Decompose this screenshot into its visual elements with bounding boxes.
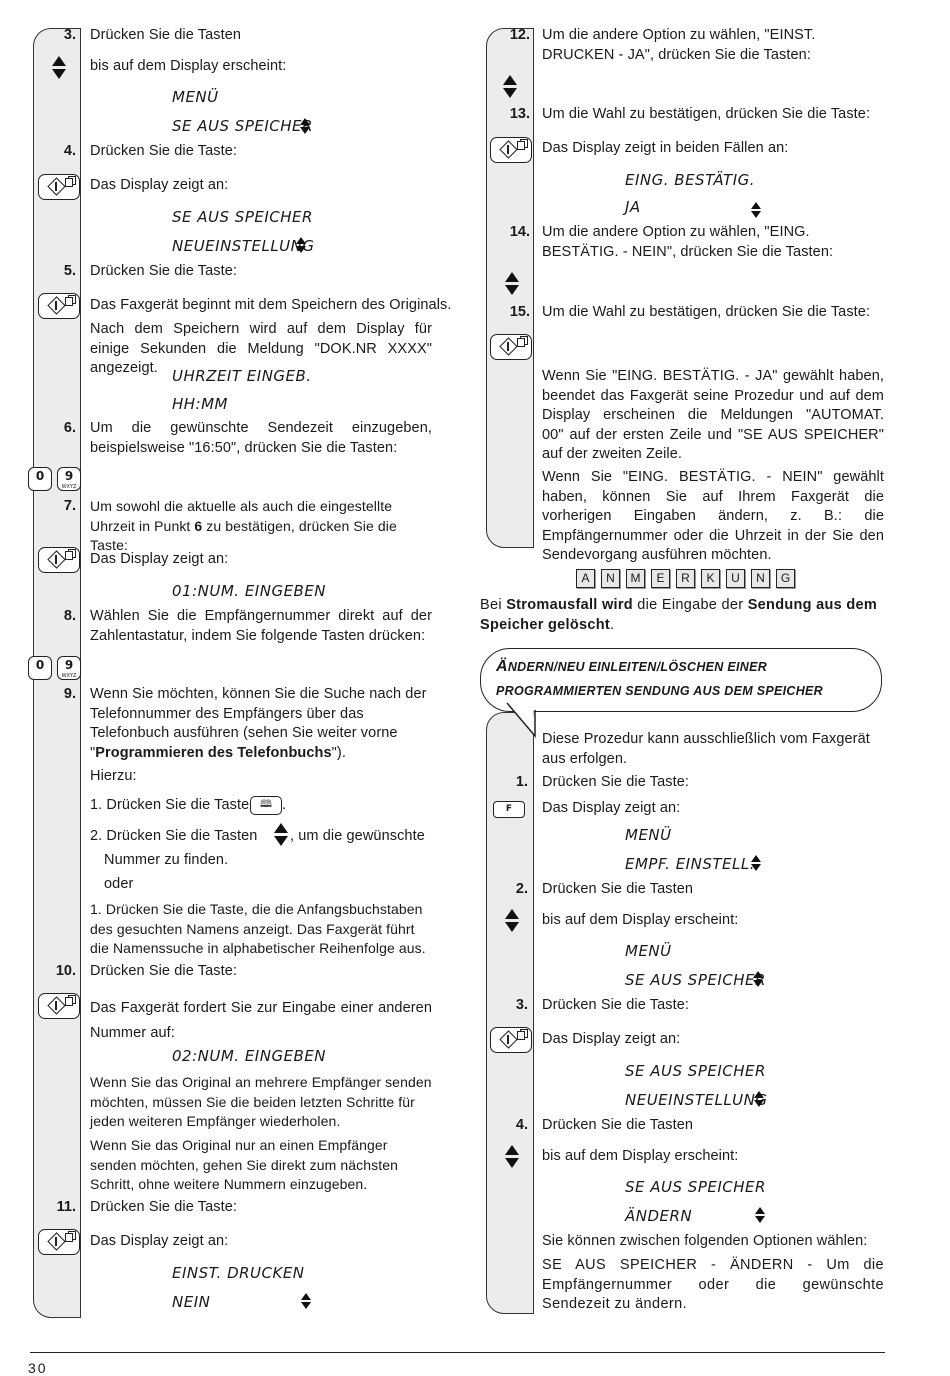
step-text: Drücken Sie die Taste:: [542, 774, 690, 790]
key-0-icon: 0: [28, 467, 52, 491]
heading-initial: Ä: [496, 658, 508, 675]
note-heading-letter: G: [776, 569, 795, 588]
display-line: MENÜ: [625, 942, 672, 960]
display-line: SE AUS SPEICHER: [625, 1178, 766, 1196]
step-number: 3.: [63, 27, 76, 43]
section-heading: PROGRAMMIERTEN SENDUNG AUS DEM SPEICHER: [496, 684, 824, 698]
text-part: .: [610, 616, 615, 633]
display-line: ÄNDERN: [625, 1207, 693, 1225]
text-bold: 6: [194, 517, 203, 534]
step-text: , um die gewünschte: [290, 828, 425, 844]
step-text: Wenn Sie "EING. BESTÄTIG. - JA" gewählt haben, beendet das Faxgerät seine Prozedur und auf dem Display erscheinen die Meldungen "AUTOMAT. 00" auf der ersten Zeile und "SE AUS SPEICHER" auf der zweiten Zeile.: [542, 368, 901, 462]
text-part: Bei: [480, 597, 507, 613]
function-key-icon: F: [493, 801, 525, 818]
key-0-icon: 0: [28, 656, 52, 680]
step-text: oder: [104, 876, 134, 892]
note-heading-letter: U: [726, 569, 745, 588]
note-heading-letter: E: [651, 569, 670, 588]
text-part: Um sowohl die aktuelle als auch die eingestellte Uhrzeit in Punkt: [90, 498, 393, 534]
note-heading: [576, 569, 801, 588]
step-number: 11.: [56, 1199, 76, 1215]
step-text: Um die andere Option zu wählen, "EINST. DRUCKEN - JA", drücken Sie die Tasten:: [542, 27, 816, 63]
start-key-icon: [38, 1229, 80, 1255]
step-text: Drücken Sie die Tasten: [542, 881, 694, 897]
display-line: SE AUS SPEICHER: [172, 208, 313, 226]
start-key-icon: [38, 993, 80, 1019]
display-line: SE AUS SPEICHER: [625, 971, 766, 989]
display-line: MENÜ: [625, 826, 672, 844]
key-9-icon: [57, 467, 81, 491]
step-number: 4.: [515, 1117, 528, 1133]
start-key-icon: [38, 174, 80, 200]
step-text: Hierzu:: [90, 768, 137, 784]
step-number: 5.: [63, 263, 76, 279]
step-number: 9.: [63, 686, 76, 702]
step-text: bis auf dem Display erscheint:: [542, 1148, 739, 1164]
section-heading: [496, 654, 767, 680]
step-text: Nummer zu finden.: [104, 852, 229, 868]
step-text: Wenn Sie das Original nur an einen Empfänger senden möchten, gehen Sie direkt zum nächsten Schritt, ohne weitere Nummern einzugeben.: [90, 1137, 399, 1192]
step-text: Das Display zeigt in beiden Fällen an:: [542, 140, 789, 156]
start-key-icon: [490, 1027, 532, 1053]
step-text: Drücken Sie die Taste:: [90, 263, 238, 279]
note-text: [480, 596, 885, 635]
step-number: 7.: [63, 498, 76, 514]
step-text: Um die Wahl zu bestätigen, drücken Sie die Taste:: [542, 106, 871, 122]
display-line: NEUEINSTELLUNG: [625, 1091, 768, 1109]
display-line: EING. BESTÄTIG.: [625, 171, 756, 189]
step-text: Wählen Sie die Empfängernummer direkt auf der Zahlentastatur, indem Sie folgende Tasten drücken:: [90, 608, 432, 644]
text-part: zu bestätigen, drücken Sie die Taste:: [90, 517, 397, 553]
bubble-tail: [505, 700, 545, 740]
step-number: 6.: [63, 420, 76, 436]
step-number: 12.: [509, 27, 530, 43]
step-text: Das Faxgerät beginnt mit dem Speichern des Originals.: [90, 297, 452, 313]
text-part: ").: [331, 744, 346, 761]
step-text: Drücken Sie die Taste:: [90, 143, 238, 159]
step-number: 14.: [509, 224, 530, 240]
note-heading-letter: A: [576, 569, 595, 588]
display-line: NEUEINSTELLUNG: [172, 237, 315, 255]
step-text: Das Display zeigt an:: [90, 1233, 229, 1249]
start-key-icon: [38, 293, 80, 319]
step-text: [90, 497, 435, 556]
step-text: Drücken Sie die Tasten: [542, 1117, 694, 1133]
display-line: UHRZEIT EINGEB.: [172, 367, 312, 385]
display-line: NEIN: [172, 1293, 211, 1311]
key-digit: 9: [64, 469, 74, 483]
text-part: die Eingabe der: [632, 597, 748, 613]
step-text: [90, 685, 432, 763]
step-text: Um die Wahl zu bestätigen, drücken Sie die Taste:: [542, 304, 871, 320]
step-text: Das Display zeigt an:: [90, 551, 229, 567]
key-letters: WXYZ: [61, 484, 77, 490]
step-text: bis auf dem Display erscheint:: [90, 58, 287, 74]
step-text: Drücken Sie die Taste:: [542, 997, 690, 1013]
display-line: EINST. DRUCKEN: [172, 1264, 305, 1282]
step-text-dot: .: [282, 797, 287, 813]
step-text: Wenn Sie das Original an mehrere Empfänger senden möchten, müssen Sie die beiden letzten Schritte für jeden weiteren Empfänger wiederholen.: [90, 1074, 432, 1129]
step-number: 13.: [509, 106, 530, 122]
start-key-icon: [490, 334, 532, 360]
step-text: 1. Drücken Sie die Taste, die die Anfangsbuchstaben des gesuchten Namens anzeigt. Das Faxgerät führt die Namenssuche in alphabetischer Reihenfolge aus.: [90, 901, 426, 956]
start-key-icon: [38, 547, 80, 573]
text-bold: Sendung aus dem Speicher gelöscht: [480, 597, 878, 633]
step-number: 15.: [509, 304, 530, 320]
note-heading-letter: K: [701, 569, 720, 588]
step-number: 3.: [515, 997, 528, 1013]
display-line: MENÜ: [172, 88, 219, 106]
step-text: Das Display zeigt an:: [542, 800, 681, 816]
display-line: SE AUS SPEICHER: [625, 1062, 766, 1080]
page-number: 30: [28, 1360, 48, 1376]
step-text: Um die andere Option zu wählen, "EING. BESTÄTIG. - NEIN", drücken Sie die Tasten:: [542, 224, 834, 260]
note-heading-letter: R: [676, 569, 695, 588]
step-text: Das Faxgerät fordert Sie zur Eingabe einer anderen Nummer auf:: [90, 1000, 432, 1041]
text-part: Wenn Sie möchten, können Sie die Suche nach der Telefonnummer des Empfängers über das Telefonbuch ausführen (sehen Sie weiter vorne ": [90, 686, 427, 761]
step-text: Nach dem Speichern wird auf dem Display für einige Sekunden die Meldung "DOK.NR XXXX" angezeigt.: [90, 321, 432, 376]
step-text: bis auf dem Display erscheint:: [542, 912, 739, 928]
display-line: EMPF. EINSTELL.: [625, 855, 755, 873]
footer-rule: [30, 1352, 885, 1353]
display-line: HH:MM: [172, 395, 228, 413]
text-bold: Programmieren des Telefonbuchs: [95, 744, 332, 761]
step-number: 4.: [63, 143, 76, 159]
key-9-icon: [57, 656, 81, 680]
step-text: Um die gewünschte Sendezeit einzugeben, beispielsweise "16:50", drücken Sie die Tasten:: [90, 420, 432, 456]
intro-text: Diese Prozedur kann ausschließlich vom Faxgerät aus erfolgen.: [542, 731, 870, 767]
step-number: 2.: [515, 881, 528, 897]
step-text: 2. Drücken Sie die Tasten: [90, 828, 258, 844]
note-heading-letter: N: [751, 569, 770, 588]
heading-text: NDERN/NEU EINLEITEN/LÖSCHEN EINER: [507, 660, 768, 674]
start-key-icon: [490, 137, 532, 163]
step-number: 10.: [55, 963, 76, 979]
display-line: JA: [625, 198, 641, 216]
step-text: SE AUS SPEICHER - ÄNDERN - Um die Empfängernummer oder die gewünschte Sendezeit zu ändern.: [542, 1257, 884, 1312]
step-text: Drücken Sie die Taste:: [90, 1199, 238, 1215]
note-heading-letter: M: [626, 569, 645, 588]
step-number: 1.: [515, 774, 528, 790]
text-bold: Stromausfall wird: [506, 597, 633, 613]
step-text: Drücken Sie die Taste:: [90, 963, 238, 979]
display-line: 02:NUM. EINGEBEN: [172, 1047, 327, 1065]
step-number: 8.: [63, 608, 76, 624]
key-digit: 9: [64, 658, 74, 672]
note-heading-letter: N: [601, 569, 620, 588]
step-text: Das Display zeigt an:: [90, 177, 229, 193]
step-text: Wenn Sie "EING. BESTÄTIG. - NEIN" gewählt haben, können Sie auf Ihrem Faxgerät die vorherigen Eingaben ändern, z. B.: die Empfängernummer oder die Uhrzeit in der Sie den Sendevorgang ausführen möchten.: [542, 469, 884, 563]
phonebook-key-icon: 🕮: [250, 796, 282, 815]
step-text: Sie können zwischen folgenden Optionen wählen:: [542, 1233, 868, 1249]
display-line: 01:NUM. EINGEBEN: [172, 582, 327, 600]
step-text: Das Display zeigt an:: [542, 1031, 681, 1047]
key-letters: WXYZ: [61, 673, 77, 679]
step-text: 1. Drücken Sie die Taste: [90, 797, 250, 813]
step-text: Drücken Sie die Tasten: [90, 27, 242, 43]
display-line: SE AUS SPEICHER: [172, 117, 313, 135]
